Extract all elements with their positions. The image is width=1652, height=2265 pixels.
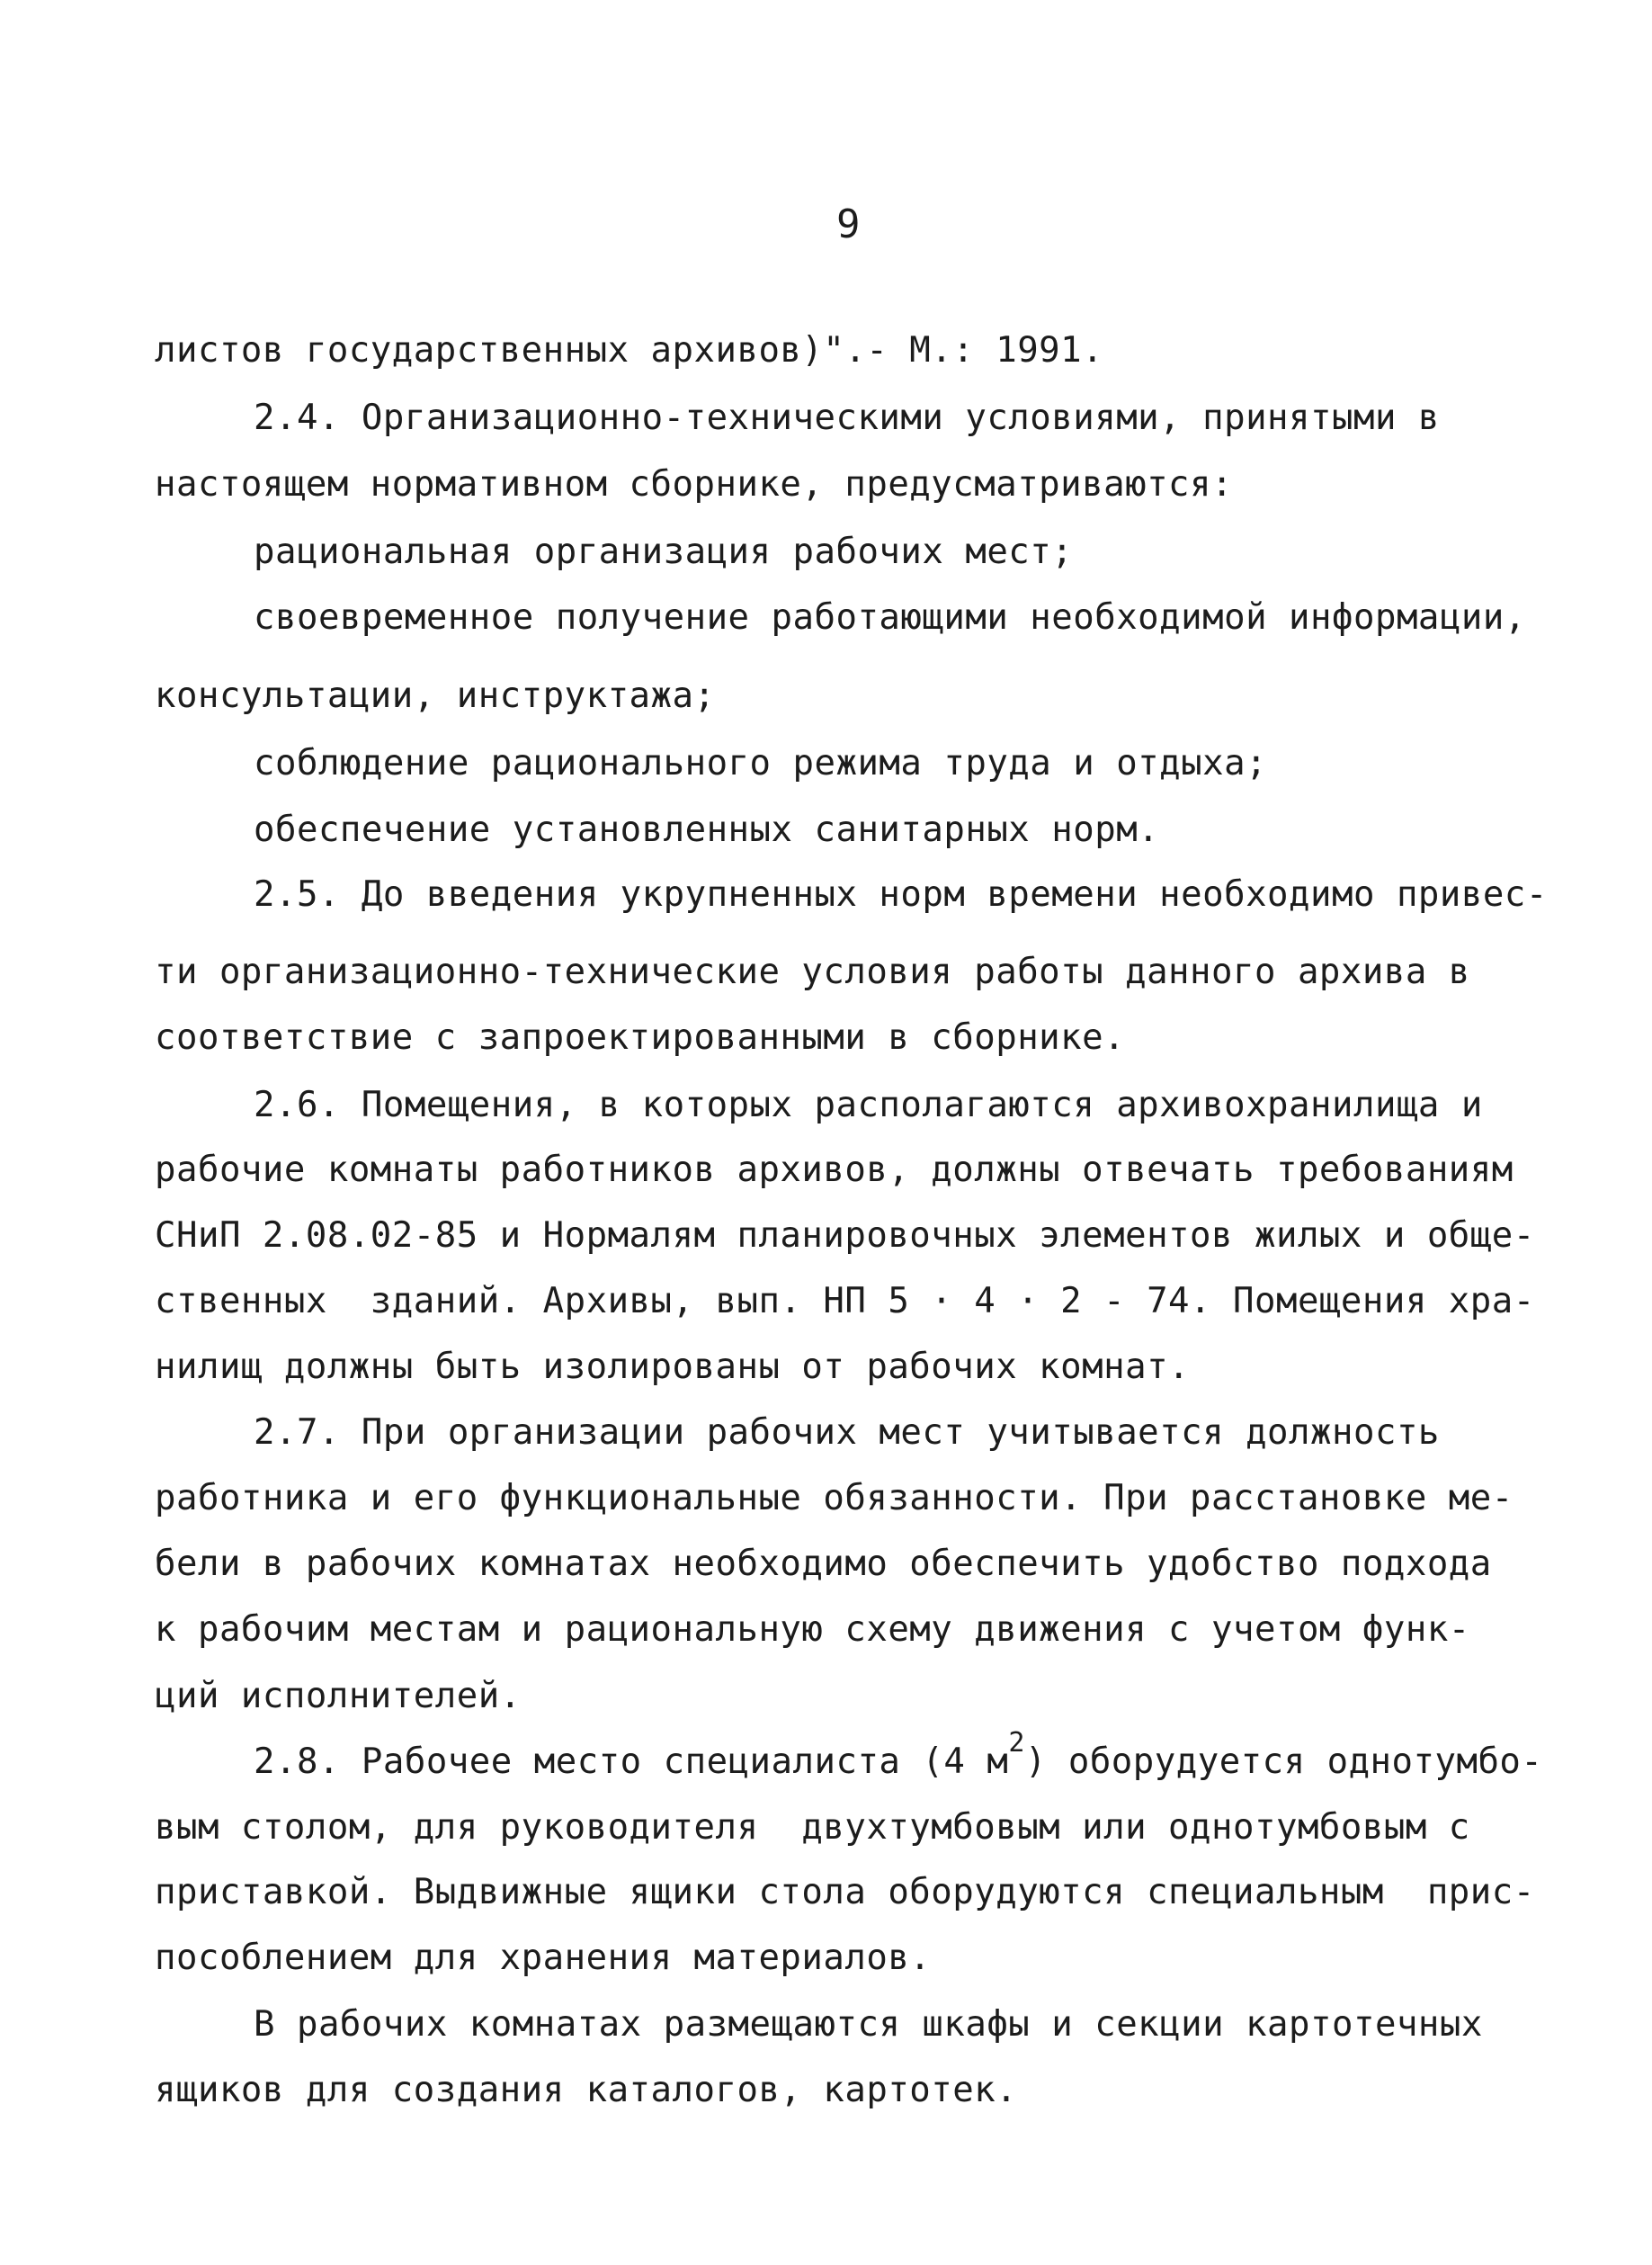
text-line: ственных зданий. Архивы, вып. НП 5 · 4 · 2 - 74. Помещения хра- [155,1281,1535,1321]
paragraph-2-5-line: 2.5. До введения укрупненных норм времени необходимо привес- [254,874,1548,915]
text-line: ящиков для создания каталогов, картотек. [155,2070,1018,2110]
text-fragment: ) оборудуется однотумбо- [1024,1741,1543,1782]
list-item: рациональная организация рабочих мест; [254,532,1074,572]
text-line: СНиП 2.08.02-85 и Нормалям планировочных элементов жилых и обще- [155,1215,1535,1256]
text-line: приставкой. Выдвижные ящики стола оборудуются специальным прис- [155,1872,1535,1912]
text-line: вым столом, для руководителя двухтумбовым или однотумбовым с [155,1807,1470,1848]
text-line: нилищ должны быть изолированы от рабочих комнат. [155,1347,1191,1387]
list-item: соблюдение рационального режима труда и отдыха; [254,743,1268,783]
text-line: настоящем нормативном сборнике, предусматриваются: [155,464,1233,505]
paragraph-2-8-line [254,1727,1543,1782]
text-line: рабочие комнаты работников архивов, должны отвечать требованиям [155,1150,1514,1190]
page-number: 9 [836,201,861,247]
text-line: работника и его функциональные обязанности. При расстановке ме- [155,1478,1514,1518]
paragraph-line: В рабочих комнатах размещаются шкафы и секции картотечных [254,2004,1483,2045]
paragraph-2-6-line: 2.6. Помещения, в которых располагаются архивохранилища и [254,1085,1483,1125]
paragraph-2-7-line: 2.7. При организации рабочих мест учитывается должность [254,1412,1440,1453]
text-line: пособлением для хранения материалов. [155,1938,932,1978]
text-line: консультации, инструктажа; [155,676,716,716]
list-item: обеспечение установленных санитарных норм. [254,810,1160,850]
text-line: ти организационно-технические условия работы данного архива в [155,952,1470,992]
paragraph-2-4-line: 2.4. Организационно-техническими условиями, принятыми в [254,398,1440,438]
text-fragment: 2.8. Рабочее место специалиста (4 м [254,1741,1009,1782]
superscript: 2 [1008,1727,1025,1759]
text-line: ций исполнителей. [155,1676,522,1716]
text-line: соответствие с запроектированными в сборнике. [155,1017,1126,1058]
text-line: бели в рабочих комнатах необходимо обеспечить удобство подхода [155,1544,1492,1584]
text-line: к рабочим местам и рациональную схему движения с учетом функ- [155,1609,1470,1650]
list-item: своевременное получение работающими необходимой информации, [254,597,1526,638]
text-line: листов государственных архивов)".- М.: 1991. [155,330,1104,371]
